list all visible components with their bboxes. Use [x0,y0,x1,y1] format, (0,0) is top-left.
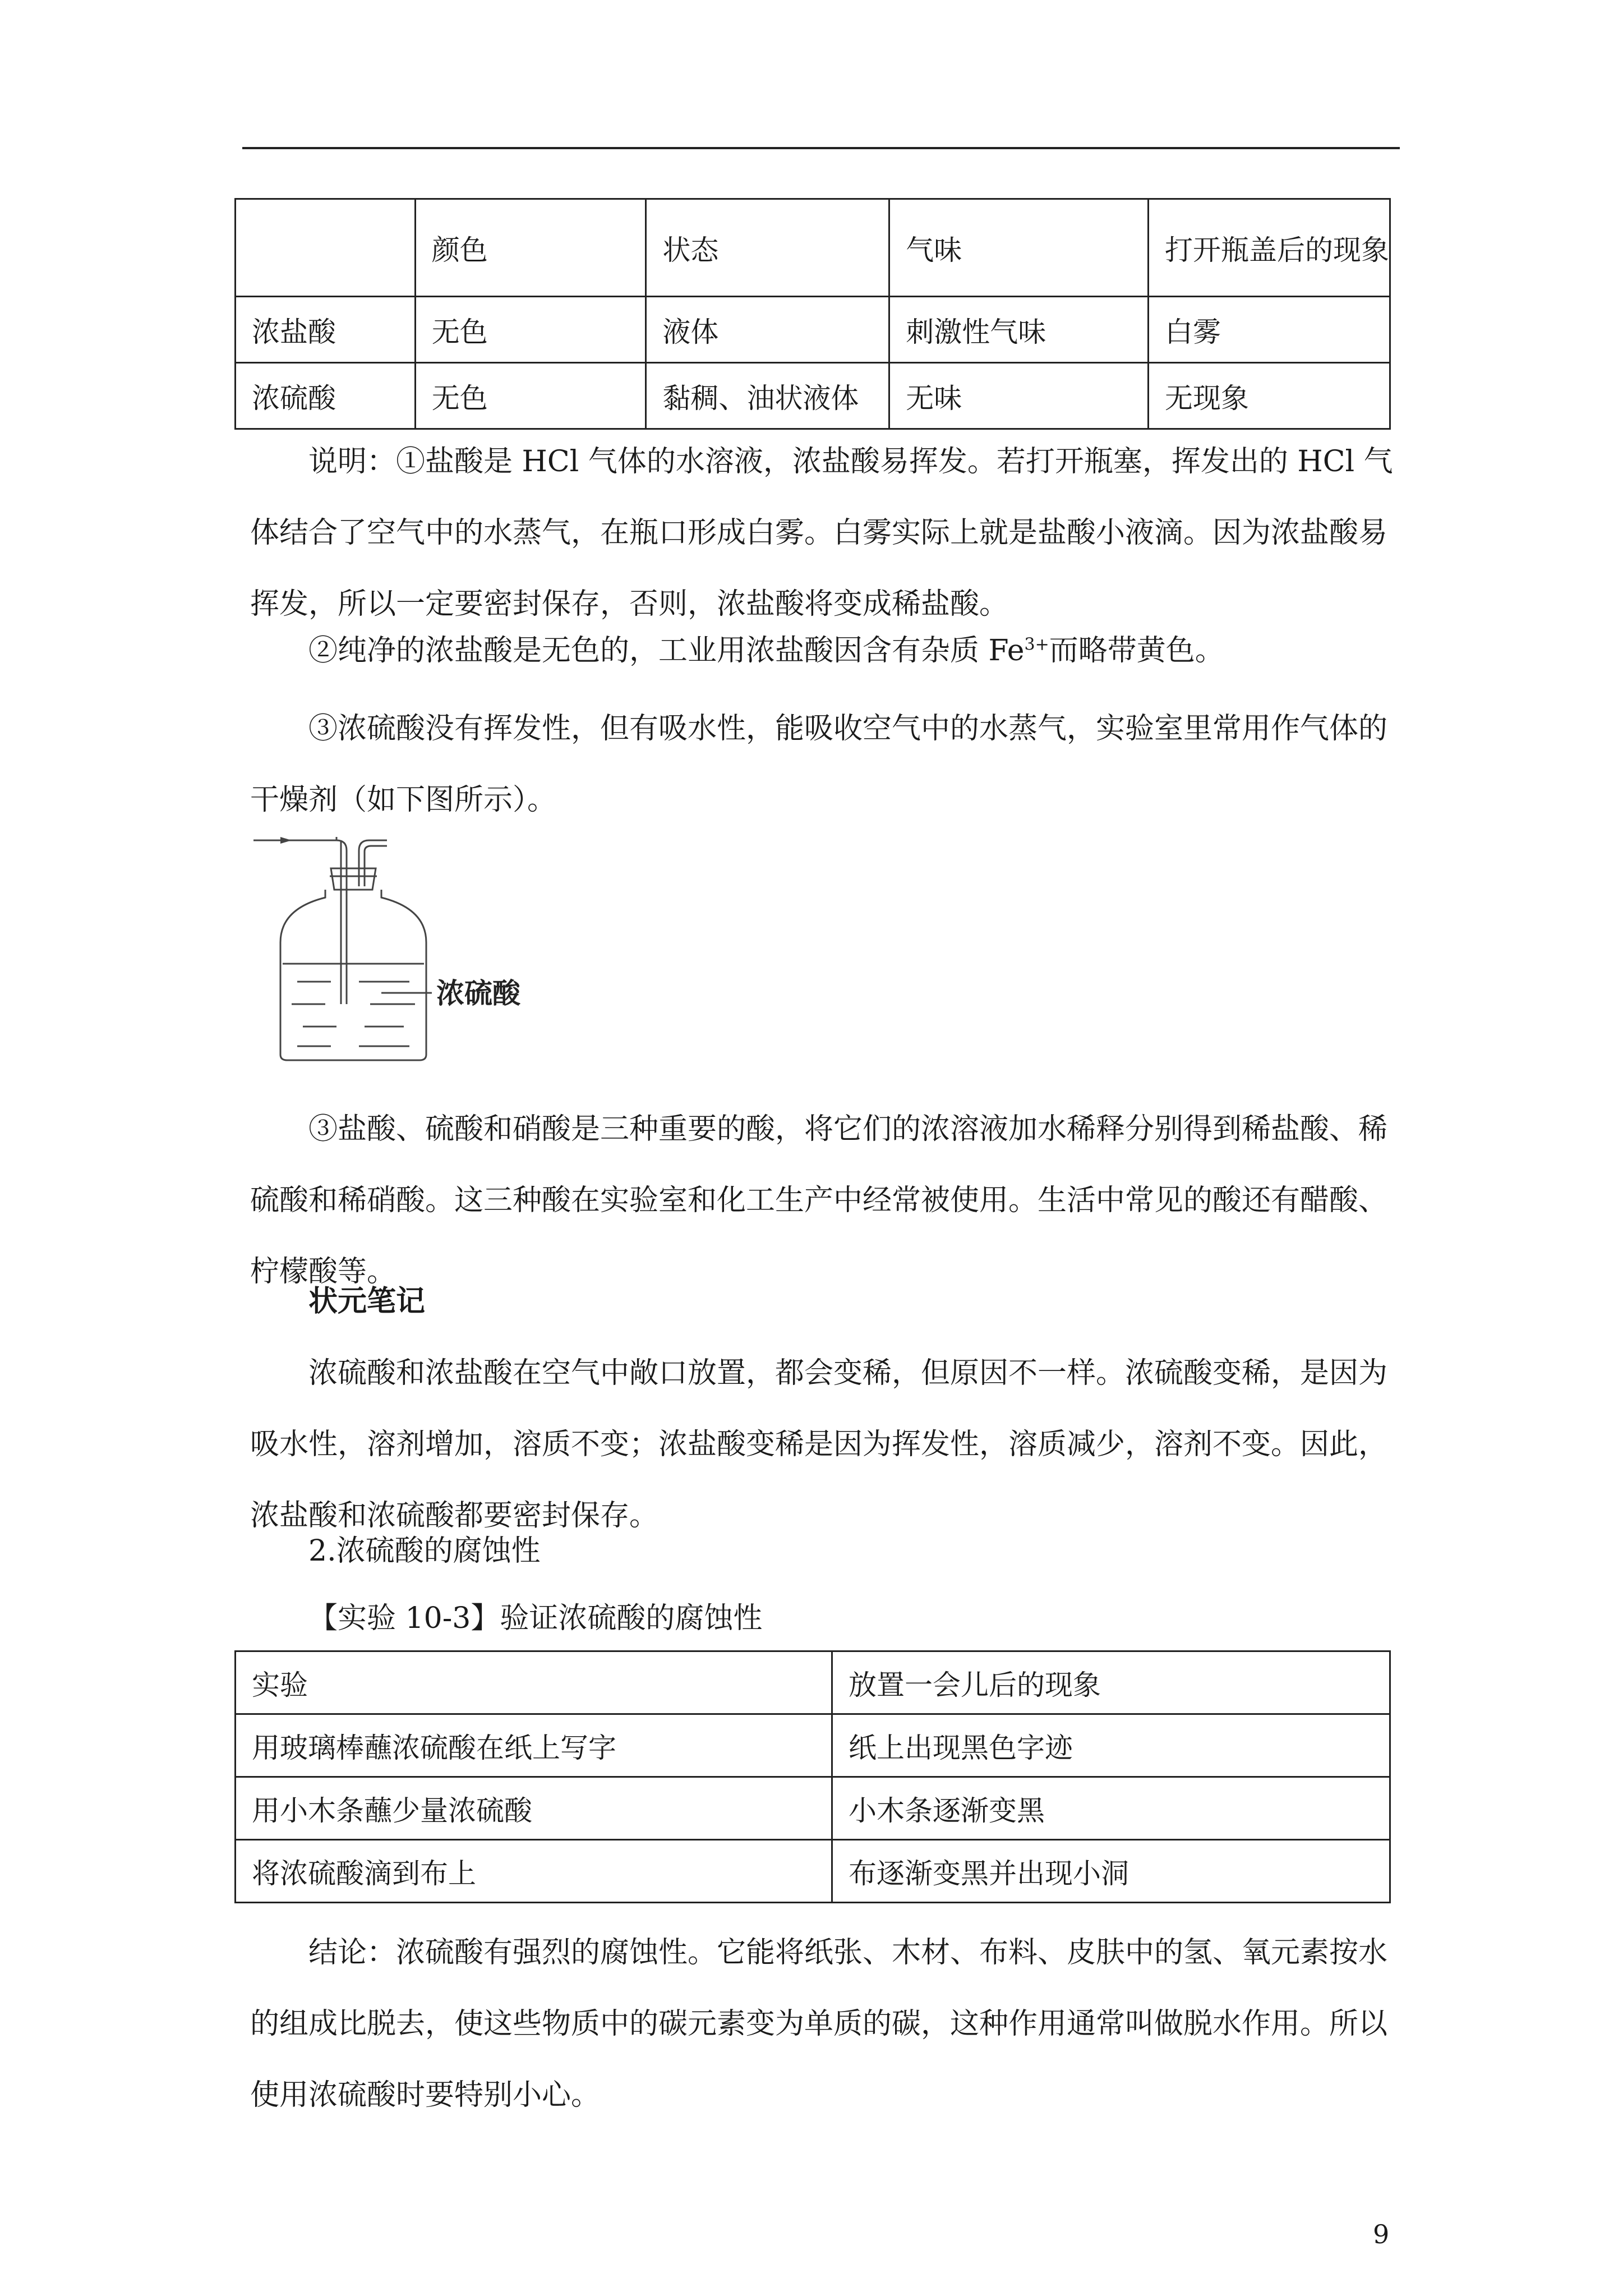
table-cell: 用玻璃棒蘸浓硫酸在纸上写字 [236,1714,832,1777]
paragraph-three-acids: ③盐酸、硫酸和硝酸是三种重要的酸，将它们的浓溶液加水稀释分别得到稀盐酸、稀硫酸和稀硝酸。这三种酸在实验室和化工生产中经常被使用。生活中常见的酸还有醋酸、柠檬酸等。 [250,1112,1388,1289]
note-paragraph-3: ③浓硫酸没有挥发性，但有吸水性，能吸收空气中的水蒸气，实验室里常用作气体的干燥剂（如下图所示）。 [250,712,1388,817]
table-row [236,297,1390,363]
table-row [236,1714,1390,1777]
table-header-row [236,199,1390,297]
table-cell: 液体 [646,297,889,363]
table-cell: 用小木条蘸少量浓硫酸 [236,1777,832,1840]
table-cell: 浓盐酸 [236,297,416,363]
table-cell: 小木条逐渐变黑 [832,1777,1390,1840]
note-title: 状元笔记 [308,1285,426,1318]
table-cell: 浓硫酸 [236,363,416,429]
table-cell: 颜色 [415,199,646,297]
note-text: 而略带黄色。 [1049,634,1224,668]
acid-properties-table [234,198,1391,430]
table-cell: 气味 [889,199,1149,297]
table-cell: 打开瓶盖后的现象 [1149,199,1390,297]
table-row [236,363,1390,429]
conclusion-paragraph: 结论：浓硫酸有强烈的腐蚀性。它能将纸张、木材、布料、皮肤中的氢、氧元素按水的组成比脱去，使这些物质中的碳元素变为单质的碳，这种作用通常叫做脱水作用。所以使用浓硫酸时要特别小心。 [250,1936,1388,2112]
page-number: 9 [1373,2219,1390,2249]
table-cell: 无色 [415,297,646,363]
table-cell: 放置一会儿后的现象 [832,1651,1390,1714]
section-heading: 2.浓硫酸的腐蚀性 [308,1534,541,1568]
table-cell: 无现象 [1149,363,1390,429]
table-row [236,1777,1390,1840]
table-row [236,1840,1390,1903]
table-cell: 刺激性气味 [889,297,1149,363]
table-cell: 白雾 [1149,297,1390,363]
gas-drying-bottle-figure [247,825,561,1071]
experiment-title: 【实验 10-3】验证浓硫酸的腐蚀性 [308,1602,763,1635]
table-cell: 无色 [415,363,646,429]
table-cell: 将浓硫酸滴到布上 [236,1840,832,1903]
note-text: ②纯净的浓盐酸是无色的，工业用浓盐酸因含有杂质 Fe [308,634,1025,668]
header-rule [242,147,1400,149]
table-cell [236,199,416,297]
note-paragraph-1: 说明：①盐酸是 HCl 气体的水溶液，浓盐酸易挥发。若打开瓶塞，挥发出的 HCl 气体结合了空气中的水蒸气，在瓶口形成白雾。白雾实际上就是盐酸小液滴。因为浓盐酸易挥发，所以一定要密封保存，否则，浓盐酸将变成稀盐酸。 [250,445,1393,621]
table-cell: 状态 [646,199,889,297]
note-paragraph-2 [308,634,1224,668]
corrosion-experiment-table [234,1650,1391,1903]
superscript: 3+ [1024,634,1049,655]
note-body: 浓硫酸和浓盐酸在空气中敞口放置，都会变稀，但原因不一样。浓硫酸变稀，是因为吸水性，溶剂增加，溶质不变；浓盐酸变稀是因为挥发性，溶质减少，溶剂不变。因此，浓盐酸和浓硫酸都要密封保存。 [250,1356,1388,1533]
table-cell: 实验 [236,1651,832,1714]
table-cell: 黏稠、油状液体 [646,363,889,429]
table-cell: 纸上出现黑色字迹 [832,1714,1390,1777]
table-header-row [236,1651,1390,1714]
table-cell: 无味 [889,363,1149,429]
figure-label: 浓硫酸 [436,977,520,1010]
table-cell: 布逐渐变黑并出现小洞 [832,1840,1390,1903]
